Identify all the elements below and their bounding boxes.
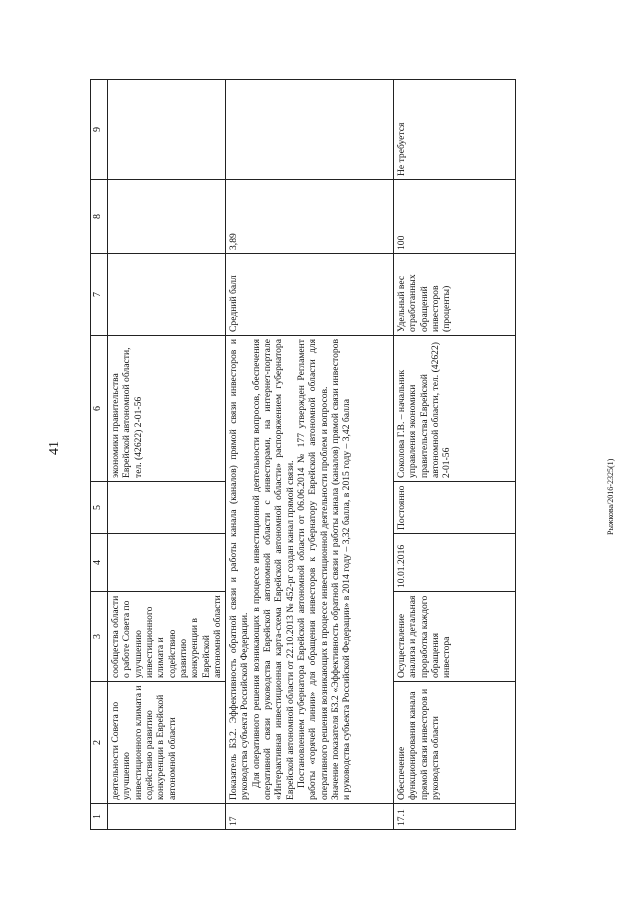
date-cell: 10.01.2016 — [394, 534, 516, 592]
description-paragraph: Значение показателя Б3.2 «Эффективность обратной связи и работы канала (каналов) прямой связи инвесторов и руководства субъекта Российской Федерации» в 2014 году – 3,32 балла, в 2015 году – 3,42 балла — [329, 339, 353, 800]
header-cell: 3 — [91, 592, 108, 682]
resources-cell: Не требуется — [394, 80, 516, 180]
measure-name: Обеспечение функционирования канала прямой связи инвесторов и руководства области — [394, 682, 516, 804]
header-cell: 6 — [91, 336, 108, 482]
target-cell: 100 — [394, 180, 516, 254]
indicator-cell: Удельный вес отработанных обращений инвесторов (проценты) — [394, 254, 516, 336]
table-cell — [108, 254, 226, 336]
header-cell: 1 — [91, 804, 108, 830]
header-row — [91, 80, 108, 830]
table-cell: экономики правительства Еврейской автономной области, тел. (42622) 2-01-56 — [108, 336, 226, 482]
responsible-cell: Соколова Г.В. – начальник управления экономики правительства Еврейской автономной области, тел. (42622) 2-01-56 — [394, 336, 516, 482]
row-number: 17.1 — [394, 804, 516, 830]
row-number: 17 — [226, 804, 394, 830]
table-cell — [226, 80, 394, 180]
unit-cell: Средний балл — [226, 254, 394, 336]
table-cell: деятельности Совета по улучшению инвестиционного климата и содействию развитию конкуренции в Еврейской автономной области — [108, 682, 226, 804]
header-cell: 9 — [91, 80, 108, 180]
period-cell: Постоянно — [394, 482, 516, 534]
table-cell — [108, 804, 226, 830]
header-cell: 4 — [91, 534, 108, 592]
document-footer: Рыжкова/2016-2325(1) — [606, 458, 615, 535]
header-cell: 2 — [91, 682, 108, 804]
indicator-title: Показатель Б3.2. Эффективность обратной связи и работы канала (каналов) прямой связи инвесторов и руководства субъекта Российской Федерации. — [228, 339, 251, 800]
table-row-17-1 — [394, 80, 516, 830]
table-cell — [108, 534, 226, 592]
page-number: 41 — [47, 441, 62, 455]
header-cell: 7 — [91, 254, 108, 336]
table-cell — [108, 180, 226, 254]
rotated-table-page — [90, 80, 600, 830]
value-cell: 3,89 — [226, 180, 394, 254]
header-cell: 8 — [91, 180, 108, 254]
table-cell — [108, 80, 226, 180]
indicator-description — [226, 336, 394, 804]
table-row-17 — [226, 80, 394, 830]
table-cell: сообщества области о работе Совета по улучшению инвестиционного климата и содействию развитию конкуренции в Еврейской автономной области — [108, 592, 226, 682]
table-row-continued — [108, 80, 226, 830]
action-cell: Осуществление анализа и детальная проработка каждого обращения инвестора — [394, 592, 516, 682]
description-paragraph: Для оперативного решения возникающих в процессе инвестиционной деятельности вопросов, обеспечения оперативной связи руководства Еврейской автономной области с инвесторами, на интернет-портале «Интерактивная инвестиционная карта-схема Еврейской автономной области» распоряжением губернатора Еврейской автономной области от 22.10.2013 № 452-рг создан канал прямой связи. — [250, 339, 296, 800]
header-cell: 5 — [91, 482, 108, 534]
table-cell — [108, 482, 226, 534]
description-paragraph: Постановлением губернатора Еврейской автономной области от 06.06.2014 № 177 утвержден Регламент работы «горячей линии» для обращения инвесторов к губернатору Еврейской автономной области для оперативного решения возникающих в процессе инвестиционной деятельности проблем и вопросов. — [296, 339, 330, 800]
measures-table — [90, 79, 516, 830]
